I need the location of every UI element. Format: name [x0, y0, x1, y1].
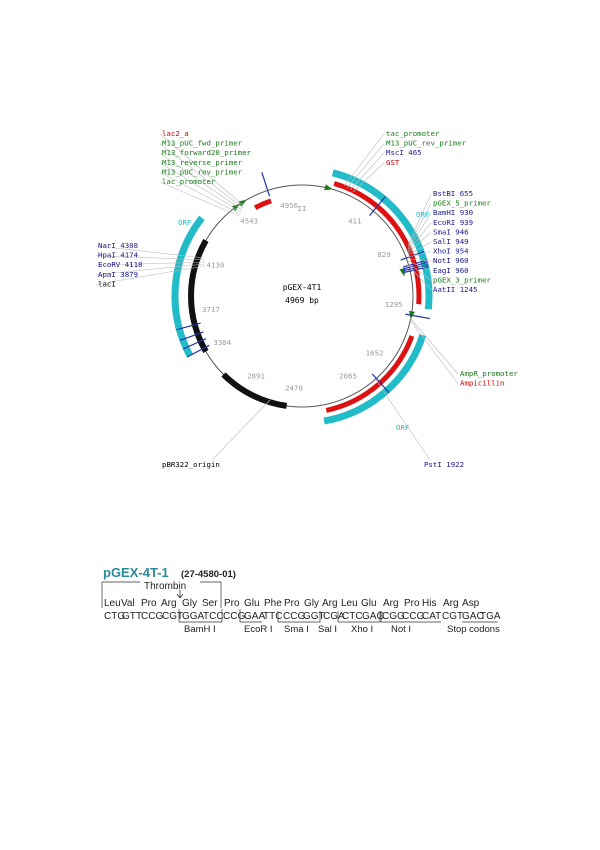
- enzyme-site: Not I: [391, 624, 412, 635]
- amino-acid: Pro: [284, 598, 300, 609]
- left-label: EcoRV 4118: [98, 260, 143, 270]
- tac-promoter-arrow: [324, 184, 333, 192]
- amino-acid: Asp: [462, 598, 480, 609]
- top-left-label: lac_promoter: [162, 177, 216, 186]
- amino-acid: Pro: [224, 598, 240, 609]
- left-label: NarI 4308: [98, 241, 139, 250]
- tick-label: 411: [348, 216, 362, 226]
- top-right-label: M13_pUC_rev_primer: [386, 138, 467, 148]
- plasmid-name: pGEX-4T1: [282, 283, 322, 292]
- amino-acid: Gly: [304, 598, 319, 609]
- left-label: HpaI 4174: [98, 250, 139, 260]
- enzyme-site: Xho I: [351, 624, 374, 635]
- enzyme-site: EcoR I: [244, 624, 273, 635]
- label-leaders: [96, 134, 458, 460]
- right-label: AatII 1245: [433, 285, 478, 294]
- orf-arc-gst: [333, 173, 429, 309]
- orf-label: ORF: [178, 218, 192, 227]
- tick-label: 2065: [339, 371, 357, 381]
- enzyme-site: Sma I: [284, 624, 309, 635]
- codon: CGG: [382, 611, 405, 622]
- codon: CCG: [283, 611, 306, 622]
- top-left-label: M13_forward20_primer: [162, 148, 251, 158]
- psti-label: PstI 1922: [424, 460, 465, 469]
- tick-label: 829: [377, 250, 391, 260]
- right-label: SmaI 946: [433, 227, 469, 237]
- tick-label: 4130: [206, 260, 225, 270]
- thrombin-label: Thrombin: [144, 581, 187, 592]
- tick-label: 4956: [280, 200, 299, 210]
- cut-site-mark: [405, 314, 430, 318]
- right-label: pGEX_3_primer: [433, 275, 491, 285]
- leader-line: [347, 144, 384, 188]
- codon: GAA: [244, 611, 266, 622]
- top-left-label: lac2_a: [162, 129, 189, 138]
- codon: CCG: [141, 611, 164, 622]
- pGEX-3-primer-arrow: [400, 268, 408, 277]
- leader-line: [212, 400, 270, 460]
- right-label: SalI 949: [433, 237, 469, 246]
- codon: TGA: [480, 611, 501, 622]
- top-left-label: M13_reverse_primer: [162, 157, 243, 167]
- right-label: NotI 960: [433, 256, 469, 266]
- pbr322-origin-label: pBR322_origin: [162, 460, 220, 469]
- amino-acid: Leu: [341, 598, 358, 609]
- bottom-right-label: AmpR_promoter: [460, 369, 518, 378]
- codon: CTG: [104, 611, 126, 622]
- orf-label: ORF: [416, 210, 430, 219]
- bottom-right-label: Ampicillin: [460, 378, 505, 388]
- codon: CCG: [402, 611, 425, 622]
- amino-acid: Arg: [161, 598, 177, 609]
- amino-acid: Phe: [264, 598, 282, 609]
- top-left-label: M13_pUC_rev_primer: [162, 167, 243, 177]
- sequence-title: pGEX-4T-1: [103, 565, 169, 580]
- codon: TTC: [263, 611, 283, 622]
- enzyme-site: BamH I: [184, 624, 216, 635]
- top-right-label: MscI 465: [386, 148, 422, 158]
- tick-label: 3304: [213, 338, 232, 347]
- amino-acid: Glu: [244, 598, 260, 609]
- codon: GAC: [462, 611, 484, 622]
- left-label: lacI: [98, 279, 116, 289]
- codon: CGT: [162, 611, 184, 622]
- codon: GGA: [182, 611, 205, 622]
- codon: CGT: [442, 611, 464, 622]
- codon: GGT: [303, 611, 325, 622]
- enzyme-site: Sal I: [318, 624, 338, 635]
- right-label: pGEX_5_primer: [433, 198, 491, 208]
- top-right-label: tac_promoter: [386, 129, 440, 138]
- codon: CAT: [422, 611, 442, 622]
- amino-acid: Ser: [202, 598, 218, 609]
- right-label: BstBI 655: [433, 189, 474, 198]
- tick-label: 1295: [384, 300, 403, 309]
- amino-acid: Val: [121, 598, 135, 609]
- amino-acid: Pro: [404, 598, 420, 609]
- sequence-catalog: (27-4580-01): [181, 569, 236, 580]
- tick-label: II: [297, 204, 307, 213]
- codon: GTT: [122, 611, 142, 622]
- enzyme-site: Stop codons: [447, 624, 500, 635]
- codon: GAG: [362, 611, 385, 622]
- left-label: ApaI 3879: [98, 269, 139, 279]
- amino-acid: Arg: [383, 598, 399, 609]
- top-right-label: GST: [386, 157, 400, 167]
- sequence-panel: [0, 560, 600, 650]
- lac2a-arc: [255, 201, 271, 208]
- leader-line: [376, 380, 430, 460]
- right-label: EagI 960: [433, 265, 469, 275]
- amino-acid: His: [422, 598, 437, 609]
- tick-label: 2891: [247, 371, 265, 381]
- codon: TCC: [203, 611, 224, 622]
- gst-arc: [334, 184, 419, 305]
- amino-acid: Gly: [182, 598, 197, 609]
- tick-label: 1652: [365, 348, 384, 358]
- amino-acid: Pro: [141, 598, 157, 609]
- right-label: XhoI 954: [433, 246, 469, 256]
- amino-acid: Arg: [322, 598, 338, 609]
- orf-label: ORF: [396, 423, 410, 432]
- tick-label: 4543: [240, 216, 259, 226]
- right-label: EcoRI 939: [433, 217, 474, 227]
- tick-label: 3717: [201, 304, 220, 314]
- amino-acid: Arg: [443, 598, 459, 609]
- top-left-label: M13_pUC_fwd_primer: [162, 138, 243, 148]
- tick-label: 2478: [285, 383, 303, 393]
- amino-acid: Leu: [104, 598, 121, 609]
- right-label: BamHI 930: [433, 208, 474, 218]
- codon: CCG: [223, 611, 246, 622]
- amino-acid: Glu: [361, 598, 377, 609]
- codon: CTC: [342, 611, 363, 622]
- plasmid-size: 4969 bp: [285, 296, 319, 305]
- codon: CGA: [323, 611, 345, 622]
